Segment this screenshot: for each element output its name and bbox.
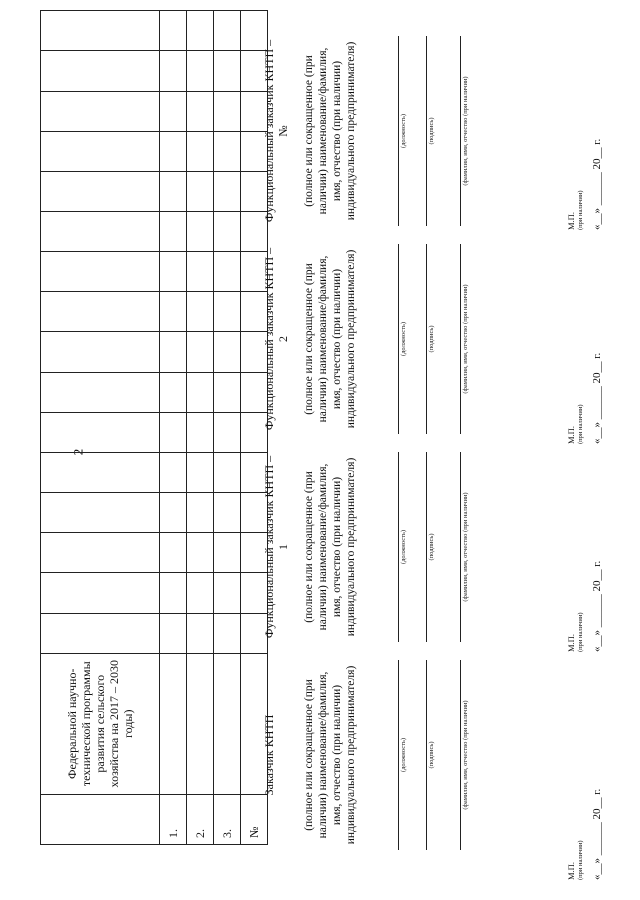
table-cell <box>41 452 160 492</box>
fio-line[interactable] <box>440 244 461 434</box>
table-row <box>160 11 187 845</box>
table-cell <box>160 372 187 412</box>
table-cell <box>160 11 187 51</box>
table-header-cell: Федеральной научно-технической программы развития сельского хозяйства на 2017 – 2030 годы) <box>41 653 160 794</box>
table-cell <box>160 493 187 533</box>
table-cell <box>214 533 241 573</box>
signature-block-functional-n <box>262 36 470 226</box>
table-cell <box>41 292 160 332</box>
table-cell <box>41 252 160 292</box>
table-cell <box>41 573 160 613</box>
table-cell <box>214 51 241 91</box>
stamp-hint: (при наличии) <box>577 612 584 652</box>
table-cell <box>41 372 160 412</box>
program-table <box>40 10 268 845</box>
position-line[interactable] <box>380 36 399 226</box>
table-cell <box>214 252 241 292</box>
signature-hint: (подпись) <box>428 533 435 561</box>
stamp-label: М.П. <box>566 862 576 880</box>
fio-hint: (фамилия, имя, отчество (при наличии) <box>462 76 469 186</box>
signature-block-customer <box>262 660 470 850</box>
table-cell <box>187 252 214 292</box>
table-cell <box>214 613 241 653</box>
table-cell <box>187 573 214 613</box>
table-cell <box>41 51 160 91</box>
row-number: № <box>241 794 268 844</box>
signature-description: (полное или сокращенное (при наличии) наименование/фамилия, имя, отчество (при наличии) индивидуального предпринимателя) <box>303 457 357 637</box>
table-cell <box>160 292 187 332</box>
position-hint: (должность) <box>400 529 407 565</box>
signature-line[interactable] <box>408 452 427 642</box>
position-hint: (должность) <box>400 737 407 773</box>
date-field[interactable]: «__» ______ 20__ г. <box>591 560 603 652</box>
signature-hint: (подпись) <box>428 325 435 353</box>
table-cell <box>160 252 187 292</box>
table-cell <box>160 212 187 252</box>
table-cell <box>187 332 214 372</box>
table-cell <box>187 452 214 492</box>
stamp-block <box>566 139 602 230</box>
stamp-hint: (при наличии) <box>577 840 584 880</box>
stamp-block <box>566 561 602 652</box>
fio-hint: (фамилия, имя, отчество (при наличии) <box>462 492 469 602</box>
position-line[interactable] <box>380 452 399 642</box>
table-cell <box>214 171 241 211</box>
fio-hint: (фамилия, имя, отчество (при наличии) <box>462 284 469 394</box>
table-cell <box>160 91 187 131</box>
table-cell <box>41 131 160 171</box>
table-cell <box>214 292 241 332</box>
table-header-row <box>41 11 160 845</box>
table-cell <box>187 212 214 252</box>
table-row <box>187 11 214 845</box>
position-line[interactable] <box>380 660 399 850</box>
row-number: 1. <box>160 794 187 844</box>
table-cell <box>187 11 214 51</box>
signature-title: Функциональный заказчик КНТП – 1 <box>262 455 290 639</box>
table-cell <box>160 51 187 91</box>
table-cell <box>160 412 187 452</box>
table-cell <box>41 412 160 452</box>
stamp-hint: (при наличии) <box>577 190 584 230</box>
table-cell <box>160 332 187 372</box>
table-cell <box>41 11 160 51</box>
table-cell <box>41 171 160 211</box>
table-cell <box>187 292 214 332</box>
table-cell <box>160 452 187 492</box>
signature-hint: (подпись) <box>428 741 435 769</box>
table-cell <box>214 573 241 613</box>
fio-hint: (фамилия, имя, отчество (при наличии) <box>462 700 469 810</box>
signature-description: (полное или сокращенное (при наличии) наименование/фамилия, имя, отчество (при наличии) индивидуального предпринимателя) <box>303 41 357 221</box>
stamp-label: М.П. <box>566 426 576 444</box>
date-field[interactable]: «__» ______ 20__ г. <box>591 352 603 444</box>
date-field[interactable]: «__» ______ 20__ г. <box>591 788 603 880</box>
table-cell <box>187 91 214 131</box>
table-cell <box>214 653 241 794</box>
table-cell <box>41 613 160 653</box>
table-cell <box>187 493 214 533</box>
signature-title: Заказчик КНТП <box>262 714 276 796</box>
table-cell <box>214 493 241 533</box>
signature-line[interactable] <box>408 36 427 226</box>
table-cell <box>41 794 160 844</box>
row-number: 3. <box>214 794 241 844</box>
table-cell <box>41 212 160 252</box>
table-cell <box>41 332 160 372</box>
signature-hint: (подпись) <box>428 117 435 145</box>
table-cell <box>160 653 187 794</box>
signature-title: Функциональный заказчик КНТП – 2 <box>262 247 290 431</box>
table-cell <box>160 533 187 573</box>
date-field[interactable]: «__» ______ 20__ г. <box>591 138 603 230</box>
position-line[interactable] <box>380 244 399 434</box>
stamp-label: М.П. <box>566 634 576 652</box>
signature-block-functional-2 <box>262 244 470 434</box>
signature-title: Функциональный заказчик КНТП – № <box>262 39 290 223</box>
table-row <box>214 11 241 845</box>
table-cell <box>214 412 241 452</box>
table-cell <box>187 372 214 412</box>
table-cell <box>160 573 187 613</box>
fio-line[interactable] <box>440 36 461 226</box>
page-number: 2 <box>70 448 86 456</box>
table-cell <box>160 131 187 171</box>
stamp-block <box>566 789 602 880</box>
table-cell <box>160 171 187 211</box>
signature-description: (полное или сокращенное (при наличии) наименование/фамилия, имя, отчество (при наличии) индивидуального предпринимателя) <box>303 665 357 845</box>
table-cell <box>41 533 160 573</box>
stamp-block <box>566 353 602 444</box>
table-cell <box>187 412 214 452</box>
table-cell <box>214 372 241 412</box>
row-number: 2. <box>187 794 214 844</box>
document-body <box>0 10 620 890</box>
table-cell <box>187 171 214 211</box>
table-cell <box>187 51 214 91</box>
position-hint: (должность) <box>400 113 407 149</box>
table-cell <box>214 131 241 171</box>
table-cell <box>187 131 214 171</box>
stamp-hint: (при наличии) <box>577 404 584 444</box>
table-cell <box>187 653 214 794</box>
table-cell <box>41 493 160 533</box>
signature-line[interactable] <box>408 244 427 434</box>
fio-line[interactable] <box>440 660 461 850</box>
table-cell <box>214 332 241 372</box>
table-cell <box>187 533 214 573</box>
table-cell <box>160 613 187 653</box>
signature-description: (полное или сокращенное (при наличии) наименование/фамилия, имя, отчество (при наличии) индивидуального предпринимателя) <box>303 249 357 429</box>
table-cell <box>214 11 241 51</box>
signature-block-functional-1 <box>262 452 470 642</box>
signature-line[interactable] <box>408 660 427 850</box>
table-cell <box>214 452 241 492</box>
table-cell <box>214 91 241 131</box>
table-cell <box>214 212 241 252</box>
position-hint: (должность) <box>400 321 407 357</box>
fio-line[interactable] <box>440 452 461 642</box>
table-cell <box>187 613 214 653</box>
table-cell <box>41 91 160 131</box>
stamp-label: М.П. <box>566 212 576 230</box>
